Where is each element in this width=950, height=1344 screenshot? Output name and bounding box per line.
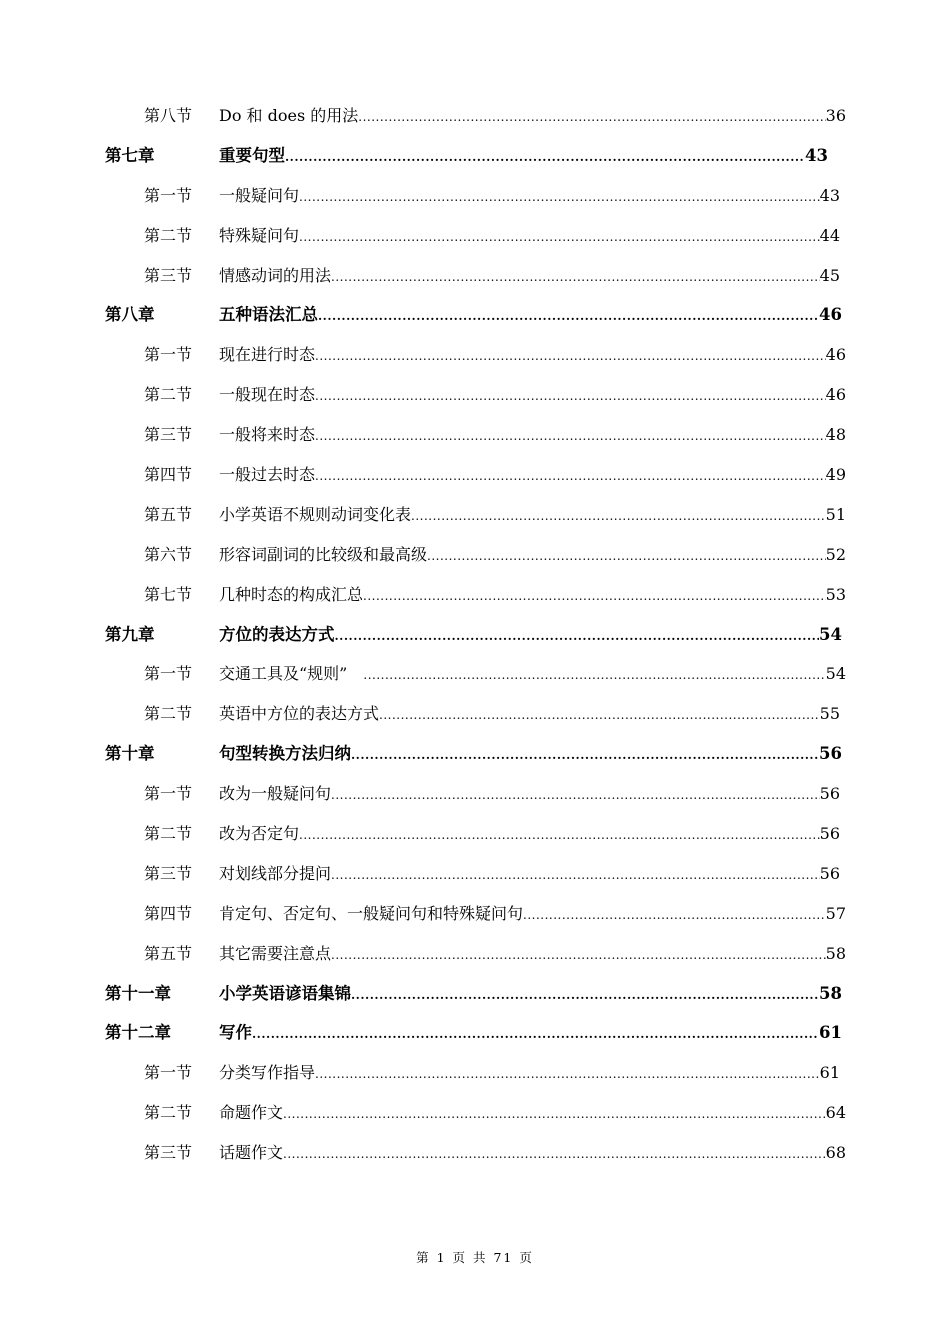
toc-page-number: 46 — [819, 305, 842, 325]
toc-page-number: 43 — [805, 145, 828, 165]
leader-dots — [331, 856, 820, 896]
toc-title: 小学英语不规则动词变化表 — [219, 504, 412, 524]
toc-number: 第七章 — [105, 145, 155, 165]
toc-number: 第三节 — [144, 863, 193, 883]
leader-dots — [363, 577, 826, 617]
leader-dots — [331, 776, 820, 816]
toc-row[interactable] — [0, 176, 950, 216]
toc-number: 第四节 — [144, 465, 193, 485]
toc-row[interactable] — [0, 1053, 950, 1093]
toc-page-number: 45 — [819, 265, 840, 285]
toc-number: 第三节 — [144, 425, 193, 445]
toc-number: 第一节 — [144, 784, 193, 804]
toc-number: 第五节 — [144, 504, 193, 524]
toc-title: 一般疑问句 — [219, 185, 300, 205]
toc-page-number: 61 — [819, 1063, 840, 1083]
toc-title: 交通工具及“规则” — [219, 664, 348, 684]
toc-row[interactable] — [0, 774, 950, 814]
toc-entry — [219, 615, 842, 657]
toc-row[interactable] — [0, 1133, 950, 1173]
leader-dots — [285, 138, 805, 178]
toc-number: 第二节 — [144, 704, 193, 724]
toc-title: 小学英语谚语集锦 — [219, 983, 351, 1003]
leader-dots — [315, 417, 826, 457]
toc-page-number: 51 — [825, 504, 846, 524]
toc-entry — [219, 894, 846, 936]
leader-dots — [315, 337, 826, 377]
toc-entry — [219, 295, 842, 337]
toc-entry — [219, 455, 846, 497]
toc-title: 现在进行时态 — [219, 345, 316, 365]
toc-row[interactable] — [0, 654, 950, 694]
leader-dots — [315, 457, 826, 497]
leader-dots — [363, 656, 825, 696]
toc-title: 命题作文 — [219, 1103, 284, 1123]
toc-number: 第一节 — [144, 664, 193, 684]
toc-title: 分类写作指导 — [219, 1063, 316, 1083]
toc-page-number: 44 — [819, 225, 840, 245]
toc-number: 第一节 — [144, 185, 193, 205]
toc-number: 第三节 — [144, 265, 193, 285]
toc-page-number: 43 — [819, 185, 840, 205]
toc-title: 改为一般疑问句 — [219, 784, 332, 804]
toc-row[interactable] — [0, 535, 950, 575]
toc-row[interactable] — [0, 375, 950, 415]
toc-row[interactable] — [0, 455, 950, 495]
toc-row[interactable] — [0, 814, 950, 854]
toc-number: 第五节 — [144, 943, 193, 963]
toc-entry — [219, 774, 840, 816]
toc-number: 第一节 — [144, 1063, 193, 1083]
toc-row[interactable] — [0, 216, 950, 256]
toc-title: 一般过去时态 — [219, 465, 316, 485]
toc-entry — [219, 1093, 846, 1135]
toc-page-number: 56 — [819, 784, 840, 804]
leader-dots — [351, 736, 819, 776]
toc-row[interactable] — [0, 894, 950, 934]
toc-page-number: 68 — [825, 1143, 846, 1163]
toc-page-number: 36 — [825, 106, 846, 125]
leader-dots — [283, 1095, 826, 1135]
leader-dots — [351, 976, 819, 1016]
toc-row[interactable] — [0, 256, 950, 296]
toc-number: 第六节 — [144, 544, 193, 564]
toc-row[interactable] — [0, 295, 950, 335]
toc-title: 写作 — [219, 1023, 252, 1043]
toc-entry — [219, 694, 840, 736]
toc-title: 形容词副词的比较级和最高级 — [219, 544, 428, 564]
toc-title: 重要句型 — [219, 145, 285, 165]
toc-page-number: 56 — [819, 863, 840, 883]
leader-dots — [335, 617, 820, 657]
table-of-contents — [0, 96, 950, 1173]
toc-page-number: 64 — [825, 1103, 846, 1123]
toc-number: 第九章 — [105, 624, 155, 644]
leader-dots — [331, 936, 826, 976]
toc-page-number: 46 — [825, 385, 846, 405]
toc-title: 改为否定句 — [219, 824, 300, 844]
toc-number: 第八章 — [105, 305, 155, 325]
toc-number: 第八节 — [144, 106, 193, 125]
toc-entry — [219, 1133, 846, 1175]
toc-entry — [219, 854, 840, 896]
toc-row[interactable] — [0, 415, 950, 455]
toc-entry — [219, 575, 846, 617]
toc-entry — [219, 734, 842, 776]
toc-entry — [219, 535, 846, 577]
toc-number: 第二节 — [144, 225, 193, 245]
toc-page-number: 54 — [819, 624, 842, 644]
toc-page-number: 58 — [819, 983, 842, 1003]
leader-dots — [379, 696, 820, 736]
leader-dots — [411, 497, 826, 537]
toc-number: 第四节 — [144, 903, 193, 923]
toc-row[interactable] — [0, 854, 950, 894]
toc-row[interactable] — [0, 1093, 950, 1133]
toc-row[interactable] — [0, 974, 950, 1014]
toc-entry — [219, 375, 846, 417]
toc-page-number: 53 — [825, 584, 846, 604]
leader-dots — [283, 1135, 826, 1175]
toc-row[interactable] — [0, 1013, 950, 1053]
toc-entry — [219, 256, 840, 298]
toc-entry — [219, 136, 828, 178]
toc-page-number: 61 — [819, 1023, 842, 1043]
toc-title: 肯定句、否定句、一般疑问句和特殊疑问句 — [219, 903, 524, 923]
leader-dots — [299, 816, 820, 856]
toc-entry — [219, 335, 846, 377]
toc-row[interactable] — [0, 575, 950, 615]
toc-title: 其它需要注意点 — [219, 943, 332, 963]
toc-page-number: 56 — [819, 824, 840, 844]
toc-page-number: 55 — [819, 704, 840, 724]
toc-page-number: 49 — [825, 465, 846, 485]
toc-number: 第二节 — [144, 1103, 193, 1123]
toc-entry — [219, 216, 840, 258]
toc-entry — [219, 814, 840, 856]
leader-dots — [523, 896, 826, 936]
toc-title: 五种语法汇总 — [219, 305, 318, 325]
toc-row[interactable] — [0, 495, 950, 535]
toc-number: 第十章 — [105, 744, 155, 764]
toc-title: 一般将来时态 — [219, 425, 316, 445]
toc-number: 第二节 — [144, 824, 193, 844]
toc-entry — [219, 96, 846, 138]
toc-number: 第十一章 — [105, 983, 171, 1003]
toc-row[interactable] — [0, 734, 950, 774]
toc-page-number: 52 — [825, 544, 846, 564]
toc-page-number: 46 — [825, 345, 846, 365]
toc-title: 几种时态的构成汇总 — [219, 584, 364, 604]
toc-title: 对划线部分提问 — [219, 863, 332, 883]
toc-title: 方位的表达方式 — [219, 624, 335, 644]
toc-page-number: 57 — [825, 903, 846, 923]
toc-number: 第十二章 — [105, 1023, 171, 1043]
leader-dots — [299, 218, 820, 258]
leader-dots — [331, 258, 820, 298]
toc-page-number: 48 — [825, 425, 846, 445]
toc-entry — [219, 495, 846, 537]
toc-row[interactable] — [0, 615, 950, 655]
toc-title: 句型转换方法归纳 — [219, 744, 351, 764]
leader-dots — [358, 98, 825, 138]
toc-title: 话题作文 — [219, 1143, 284, 1163]
leader-dots — [318, 297, 819, 337]
leader-dots — [427, 537, 826, 577]
toc-number: 第七节 — [144, 584, 193, 604]
toc-entry — [219, 654, 846, 696]
toc-page-number: 54 — [825, 664, 846, 684]
toc-number: 第三节 — [144, 1143, 193, 1163]
toc-entry — [219, 1053, 840, 1095]
leader-dots — [315, 377, 826, 417]
toc-number: 第一节 — [144, 345, 193, 365]
toc-row[interactable] — [0, 694, 950, 734]
toc-title: Do 和 does 的用法 — [219, 106, 359, 125]
leader-dots — [252, 1015, 819, 1055]
toc-number: 第二节 — [144, 385, 193, 405]
page-footer: 第 1 页 共 71 页 — [416, 1250, 534, 1265]
toc-entry — [219, 176, 840, 218]
toc-title: 特殊疑问句 — [219, 225, 300, 245]
toc-title: 一般现在时态 — [219, 385, 316, 405]
toc-title: 英语中方位的表达方式 — [219, 704, 380, 724]
toc-row[interactable] — [0, 335, 950, 375]
toc-entry — [219, 934, 846, 976]
leader-dots — [299, 178, 820, 218]
toc-entry — [219, 415, 846, 457]
toc-row[interactable] — [0, 136, 950, 176]
toc-row[interactable] — [0, 96, 950, 136]
toc-entry — [219, 1013, 842, 1055]
toc-row[interactable] — [0, 934, 950, 974]
toc-entry — [219, 974, 842, 1016]
toc-title: 情感动词的用法 — [219, 265, 332, 285]
toc-page-number: 58 — [825, 943, 846, 963]
toc-page-number: 56 — [819, 744, 842, 764]
leader-dots — [315, 1055, 820, 1095]
